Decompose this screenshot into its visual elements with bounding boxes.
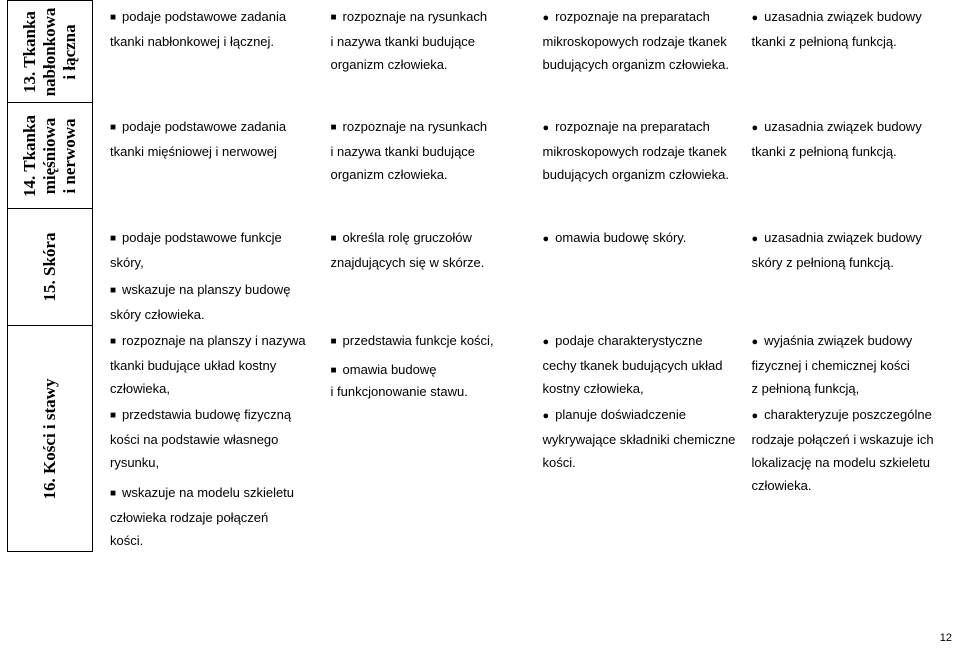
table-row bbox=[8, 209, 957, 326]
topic-cell bbox=[8, 209, 93, 326]
topic-cell bbox=[8, 326, 93, 552]
advanced-requirements-cell: ● rozpoznaje na preparatach mikroskopowych rodzaje tkanek budujących organizm człowieka. bbox=[519, 1, 732, 103]
topic-label: 16. Kości i stawy bbox=[40, 378, 59, 499]
basic-requirements-cell: ■ podaje podstawowe funkcje skóry, ■ wskazuje na planszy budowę skóry człowieka. bbox=[93, 209, 306, 326]
topic-cell bbox=[8, 103, 93, 209]
outstanding-requirements-cell: ● uzasadnia związek budowy skóry z pełnioną funkcją. bbox=[732, 209, 957, 326]
advanced-requirements-cell: ● rozpoznaje na preparatach mikroskopowych rodzaje tkanek budujących organizm człowieka. bbox=[519, 103, 732, 209]
topic-cell bbox=[8, 1, 93, 103]
table-row bbox=[8, 103, 957, 209]
extended-requirements-cell: ■ określa rolę gruczołów znajdujących się w skórze. bbox=[306, 209, 519, 326]
table-row bbox=[8, 1, 957, 103]
extended-requirements-cell: ■ przedstawia funkcje kości, ■ omawia budowę i funkcjonowanie stawu. bbox=[306, 326, 519, 552]
table-row bbox=[8, 326, 957, 552]
page-number: 12 bbox=[939, 632, 952, 644]
basic-requirements-cell: ■ podaje podstawowe zadania tkanki nabłonkowej i łącznej. bbox=[93, 1, 306, 103]
requirements-table bbox=[7, 0, 957, 552]
basic-requirements-cell: ■ podaje podstawowe zadania tkanki mięśniowej i nerwowej bbox=[93, 103, 306, 209]
topic-label: 13. Tkanka nabłonkowa i łączna bbox=[20, 7, 79, 96]
advanced-requirements-cell: ● omawia budowę skóry. bbox=[519, 209, 732, 326]
extended-requirements-cell: ■ rozpoznaje na rysunkach i nazywa tkanki budujące organizm człowieka. bbox=[306, 1, 519, 103]
advanced-requirements-cell: ● podaje charakterystyczne cechy tkanek budujących układ kostny człowieka, ● planuje doświadczenie wykrywające składniki chemiczne kości. bbox=[519, 326, 732, 552]
basic-requirements-cell: ■ rozpoznaje na planszy i nazywa tkanki budujące układ kostny człowieka, ■ przedstawia budowę fizyczną kości na podstawie własnego rysunku, ■ wskazuje na modelu szkieletu człowieka rodzaje połączeń kości. bbox=[93, 326, 306, 552]
topic-label: 14. Tkanka mięśniowa i nerwowa bbox=[20, 114, 79, 197]
extended-requirements-cell: ■ rozpoznaje na rysunkach i nazywa tkanki budujące organizm człowieka. bbox=[306, 103, 519, 209]
topic-label: 15. Skóra bbox=[40, 232, 59, 302]
outstanding-requirements-cell: ● uzasadnia związek budowy tkanki z pełnioną funkcją. bbox=[732, 103, 957, 209]
outstanding-requirements-cell: ● uzasadnia związek budowy tkanki z pełnioną funkcją. bbox=[732, 1, 957, 103]
outstanding-requirements-cell: ● wyjaśnia związek budowy fizycznej i chemicznej kości z pełnioną funkcją, ● charakteryzuje poszczególne rodzaje połączeń i wskazuje ich lokalizację na modelu szkieletu człowieka. bbox=[732, 326, 957, 552]
